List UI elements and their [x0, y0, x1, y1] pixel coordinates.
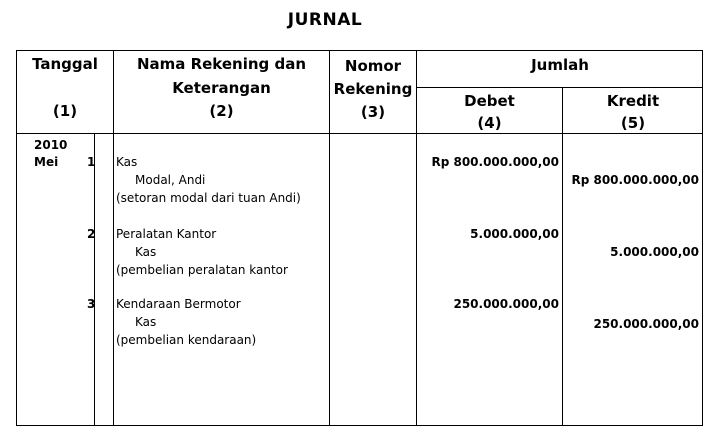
entry-number: 1: [87, 155, 96, 169]
header-tanggal-num: (1): [52, 102, 78, 120]
entry-number: 3: [87, 297, 96, 311]
entry-debit-account: Kendaraan Bermotor: [116, 297, 241, 311]
header-debet: Debet: [464, 92, 515, 110]
date-year: 2010: [34, 138, 68, 152]
entry-credit-account: Modal, Andi: [135, 173, 206, 187]
jumlah-header-divider: [416, 87, 703, 88]
header-body-divider: [17, 133, 703, 134]
entry-description: (pembelian peralatan kantor: [116, 263, 288, 277]
header-nomor-num: (3): [360, 103, 386, 121]
entry-debet-amount: 250.000.000,00: [453, 297, 559, 311]
header-kredit: Kredit: [606, 92, 660, 110]
entry-number: 2: [87, 227, 96, 241]
header-nomor-line2: Rekening: [333, 80, 413, 98]
entry-kredit-amount: Rp 800.000.000,00: [571, 173, 699, 187]
entry-description: (setoran modal dari tuan Andi): [116, 191, 301, 205]
entry-description: (pembelian kendaraan): [116, 333, 257, 347]
entry-debit-account: Kas: [116, 155, 138, 169]
entry-debet-amount: Rp 800.000.000,00: [431, 155, 559, 169]
journal-table: [16, 50, 703, 426]
entry-kredit-amount: 250.000.000,00: [593, 317, 699, 331]
header-kredit-num: (5): [620, 114, 646, 132]
entry-debit-account: Peralatan Kantor: [116, 227, 217, 241]
date-month: Mei: [34, 155, 59, 169]
col-divider-tanggal: [94, 133, 95, 426]
entry-debet-amount: 5.000.000,00: [470, 227, 559, 241]
header-nama-line2: Keterangan: [172, 79, 271, 97]
header-nama-line1: Nama Rekening dan: [136, 55, 307, 73]
journal-title: JURNAL: [287, 10, 363, 30]
header-debet-num: (4): [477, 114, 502, 132]
entry-kredit-amount: 5.000.000,00: [610, 245, 699, 259]
header-nomor-line1: Nomor: [344, 57, 402, 75]
entry-credit-account: Kas: [135, 315, 157, 329]
entry-credit-account: Kas: [135, 245, 157, 259]
header-jumlah: Jumlah: [531, 56, 589, 74]
header-nama-num: (2): [209, 102, 234, 120]
header-tanggal: Tanggal: [32, 55, 98, 73]
